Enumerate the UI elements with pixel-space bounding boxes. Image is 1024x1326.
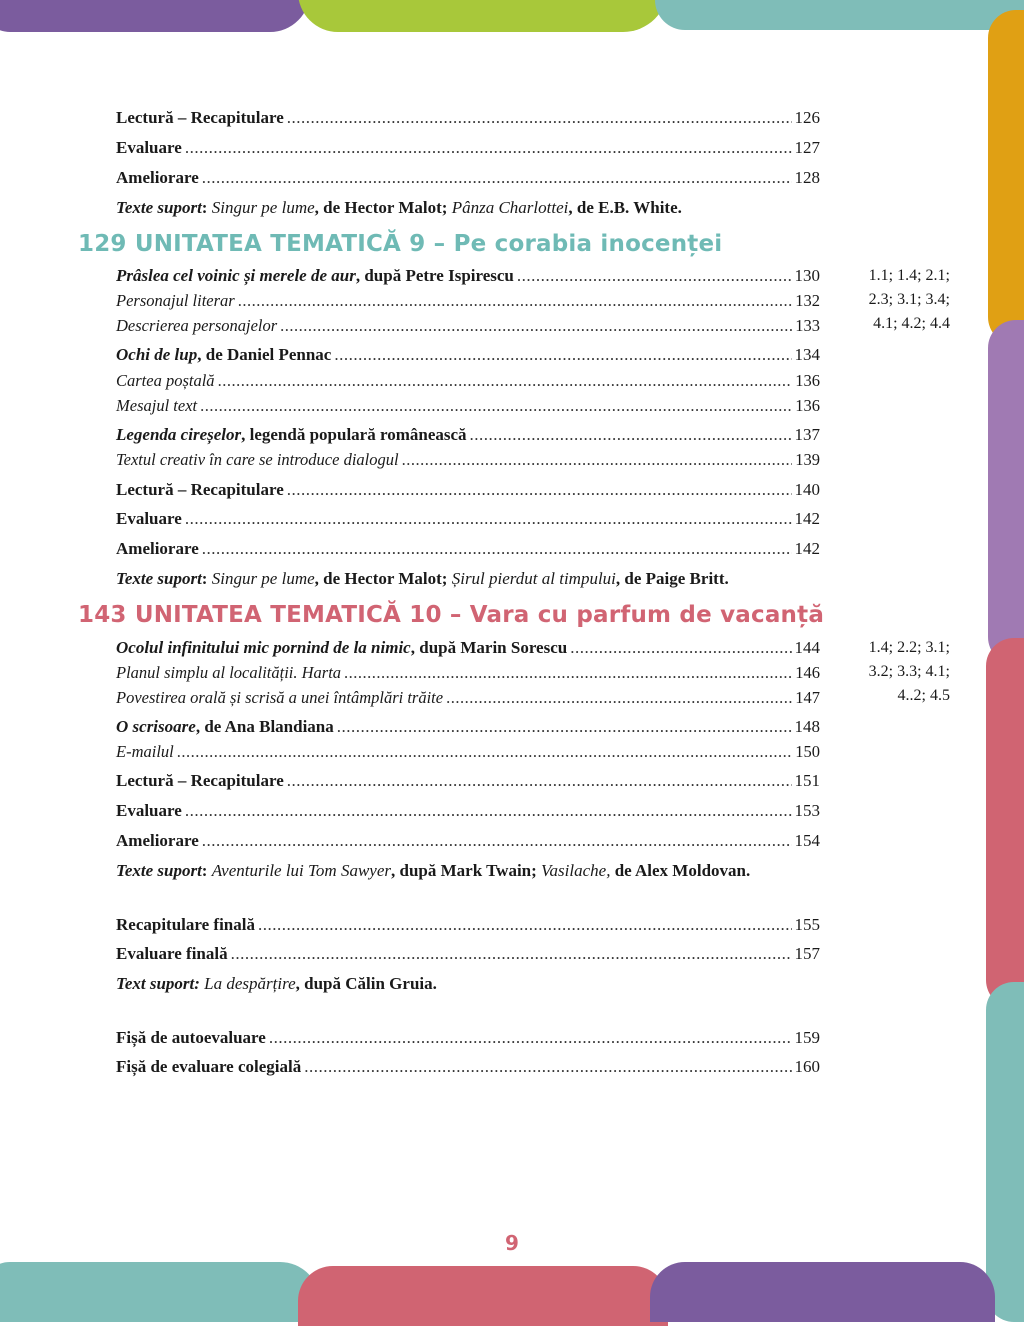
toc-entry[interactable]: Ocolul infinitului mic pornind de la nimic, după Marin Sorescu ..... 144 [116,636,820,660]
decorative-frame-top-left [0,0,310,32]
unit-10-heading: 143 UNITATEA TEMATICĂ 10 – Vara cu parfum de vacanță [78,602,825,628]
toc-entry[interactable]: Evaluare ..... 127 [116,136,820,160]
toc-entry[interactable]: Ochi de lup, de Daniel Pennac ..... 134 [116,343,820,367]
toc-entry[interactable]: Fișă de autoevaluare ..... 159 [116,1026,820,1050]
toc-entry[interactable]: Evaluare ..... 142 [116,507,820,531]
toc-entry[interactable]: O scrisoare, de Ana Blandiana ..... 148 [116,715,820,739]
unit-10-competences: 1.4; 2.2; 3.1; 3.2; 3.3; 4.1; 4..2; 4.5 [868,639,950,704]
toc-entry[interactable]: Lectură – Recapitulare ..... 126 [116,106,820,130]
support-texts-note: Texte suport: Aventurile lui Tom Sawyer, după Mark Twain; Vasilache, de Alex Moldovan. [116,861,751,880]
unit-9-competences: 1.1; 1.4; 2.1; 2.3; 3.1; 3.4; 4.1; 4.2; 4.4 [868,267,950,332]
toc-subentry[interactable]: Mesajul text ..... 136 [116,394,820,418]
toc-subentry[interactable]: E-mailul ..... 150 [116,740,820,764]
toc-subentry[interactable]: Textul creativ în care se introduce dialogul ..... 139 [116,448,820,472]
toc-entry[interactable]: Lectură – Recapitulare ..... 140 [116,478,820,502]
toc-entry[interactable]: Ameliorare ..... 142 [116,537,820,561]
decorative-frame-right-2 [988,320,1024,665]
decorative-frame-bottom-left [0,1262,320,1322]
decorative-frame-bottom-center [298,1266,668,1326]
toc-entry[interactable]: Ameliorare ..... 154 [116,829,820,853]
toc-entry[interactable]: Evaluare finală ..... 157 [116,942,820,966]
toc-entry[interactable]: Ameliorare ..... 128 [116,166,820,190]
decorative-frame-right-4 [986,982,1024,1322]
toc-entry[interactable]: Prâslea cel voinic și merele de aur, după Petre Ispirescu ..... 130 [116,264,820,288]
toc-subentry[interactable]: Povestirea orală și scrisă a unei întâmplări trăite ..... 147 [116,686,820,710]
decorative-frame-right-1 [988,10,1024,345]
toc-subentry[interactable]: Personajul literar ..... 132 [116,289,820,313]
support-texts-note: Texte suport: Singur pe lume, de Hector Malot; Pânza Charlottei, de E.B. White. [116,198,682,217]
unit-9-heading: 129 UNITATEA TEMATICĂ 9 – Pe corabia inocenței [78,231,723,257]
toc-entry[interactable]: Legenda cireșelor, legendă populară românească ..... 137 [116,423,820,447]
decorative-frame-top-right [655,0,1024,30]
toc-entry[interactable]: Recapitulare finală ..... 155 [116,913,820,937]
support-texts-note: Texte suport: Singur pe lume, de Hector Malot; Șirul pierdut al timpului, de Paige Britt. [116,569,729,588]
decorative-frame-bottom-right [650,1262,995,1322]
support-text-note: Text suport: La despărțire, după Călin Gruia. [116,974,437,993]
toc-entry[interactable]: Lectură – Recapitulare ..... 151 [116,769,820,793]
toc-entry[interactable]: Evaluare ..... 153 [116,799,820,823]
toc-entry[interactable]: Fișă de evaluare colegială ..... 160 [116,1055,820,1079]
toc-subentry[interactable]: Cartea poștală ..... 136 [116,369,820,393]
page-number: 9 [505,1231,519,1255]
toc-subentry[interactable]: Planul simplu al localității. Harta ..... 146 [116,661,820,685]
decorative-frame-right-3 [986,638,1024,1008]
toc-subentry[interactable]: Descrierea personajelor ..... 133 [116,314,820,338]
decorative-frame-top-center [298,0,668,32]
